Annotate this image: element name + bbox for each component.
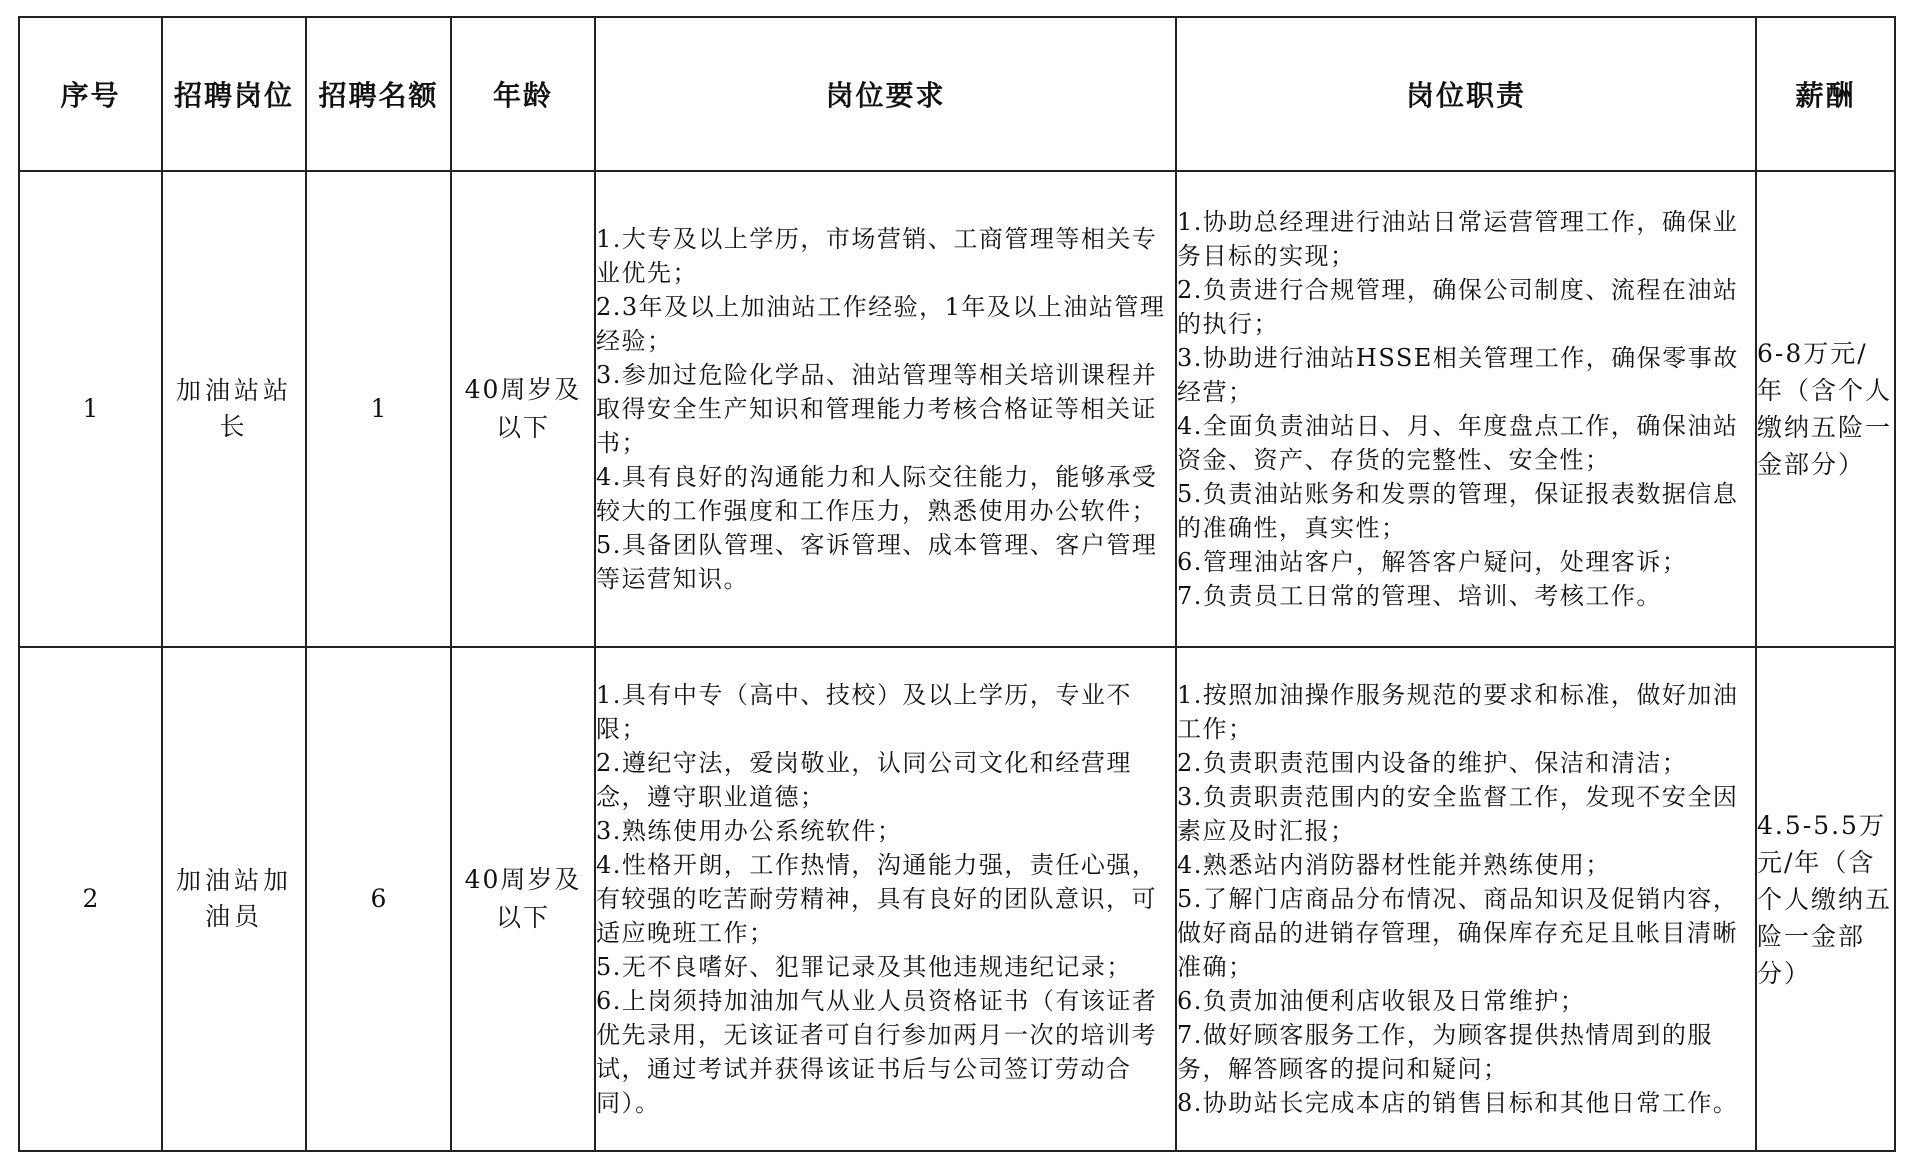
requirement-item: 6.上岗须持加油加气从业人员资格证书（有该证者优先录用，无该证者可自行参加两月一次的培训考试，通过考试并获得该证书后与公司签订劳动合同）。 [596, 987, 1158, 1117]
row-no: 1 [19, 171, 162, 647]
requirement-item: 1.具有中专（高中、技校）及以上学历，专业不限； [596, 681, 1132, 743]
row-duties [1176, 171, 1756, 647]
recruitment-table [18, 16, 1896, 1152]
duty-item: 7.做好顾客服务工作，为顾客提供热情周到的服务，解答顾客的提问和疑问； [1177, 1021, 1713, 1083]
requirement-item: 5.无不良嗜好、犯罪记录及其他违规违纪记录； [596, 953, 1132, 981]
duty-item: 3.协助进行油站HSSE相关管理工作，确保零事故经营； [1177, 344, 1739, 406]
table-row [19, 171, 1895, 647]
header-requirements: 岗位要求 [595, 17, 1176, 171]
duty-item: 5.负责油站账务和发票的管理，保证报表数据信息的准确性，真实性； [1177, 480, 1739, 542]
requirement-item: 1.大专及以上学历，市场营销、工商管理等相关专业优先； [596, 225, 1158, 287]
duty-item: 4.熟悉站内消防器材性能并熟练使用； [1177, 851, 1611, 879]
duty-item: 1.协助总经理进行油站日常运营管理工作，确保业务目标的实现； [1177, 208, 1739, 270]
duty-item: 2.负责职责范围内设备的维护、保洁和清洁； [1177, 749, 1688, 777]
duty-item: 2.负责进行合规管理，确保公司制度、流程在油站的执行； [1177, 276, 1739, 338]
row-duties [1176, 647, 1756, 1151]
header-row [19, 17, 1895, 171]
requirement-item: 5.具备团队管理、客诉管理、成本管理、客户管理等运营知识。 [596, 531, 1158, 593]
duty-item: 3.负责职责范围内的安全监督工作，发现不安全因素应及时汇报； [1177, 783, 1739, 845]
duty-item: 6.管理油站客户，解答客户疑问，处理客诉； [1177, 548, 1688, 576]
table-row [19, 647, 1895, 1151]
row-salary: 6-8万元/年（含个人缴纳五险一金部分） [1756, 171, 1895, 647]
requirement-item: 3.参加过危险化学品、油站管理等相关培训课程并取得安全生产知识和管理能力考核合格证等相关证书； [596, 361, 1158, 457]
row-no: 2 [19, 647, 162, 1151]
header-salary: 薪酬 [1756, 17, 1895, 171]
header-age: 年龄 [451, 17, 595, 171]
duty-item: 6.负责加油便利店收银及日常维护； [1177, 987, 1586, 1015]
row-age: 40周岁及以下 [451, 647, 595, 1151]
row-position: 加油站加油员 [162, 647, 306, 1151]
duty-item: 7.负责员工日常的管理、培训、考核工作。 [1177, 582, 1662, 610]
row-requirements [595, 647, 1176, 1151]
row-count: 1 [306, 171, 451, 647]
row-requirements [595, 171, 1176, 647]
header-count: 招聘名额 [306, 17, 451, 171]
requirement-item: 4.性格开朗，工作热情，沟通能力强，责任心强，有较强的吃苦耐劳精神，具有良好的团队意识，可适应晚班工作； [596, 851, 1158, 947]
requirement-item: 4.具有良好的沟通能力和人际交往能力，能够承受较大的工作强度和工作压力，熟悉使用办公软件； [596, 463, 1158, 525]
duty-item: 5.了解门店商品分布情况、商品知识及促销内容，做好商品的进销存管理，确保库存充足且帐目清晰准确； [1177, 885, 1739, 981]
requirement-item: 2.3年及以上加油站工作经验，1年及以上油站管理经验； [596, 293, 1166, 355]
duty-item: 4.全面负责油站日、月、年度盘点工作，确保油站资金、资产、存货的完整性、安全性； [1177, 412, 1739, 474]
header-position: 招聘岗位 [162, 17, 306, 171]
row-position: 加油站站长 [162, 171, 306, 647]
header-duties: 岗位职责 [1176, 17, 1756, 171]
row-salary: 4.5-5.5万元/年（含个人缴纳五险一金部分） [1756, 647, 1895, 1151]
requirement-item: 3.熟练使用办公系统软件； [596, 817, 903, 845]
header-no: 序号 [19, 17, 162, 171]
row-count: 6 [306, 647, 451, 1151]
requirement-item: 2.遵纪守法，爱岗敬业，认同公司文化和经营理念，遵守职业道德； [596, 749, 1132, 811]
row-age: 40周岁及以下 [451, 171, 595, 647]
duty-item: 8.协助站长完成本店的销售目标和其他日常工作。 [1177, 1089, 1739, 1117]
duty-item: 1.按照加油操作服务规范的要求和标准，做好加油工作； [1177, 681, 1739, 743]
